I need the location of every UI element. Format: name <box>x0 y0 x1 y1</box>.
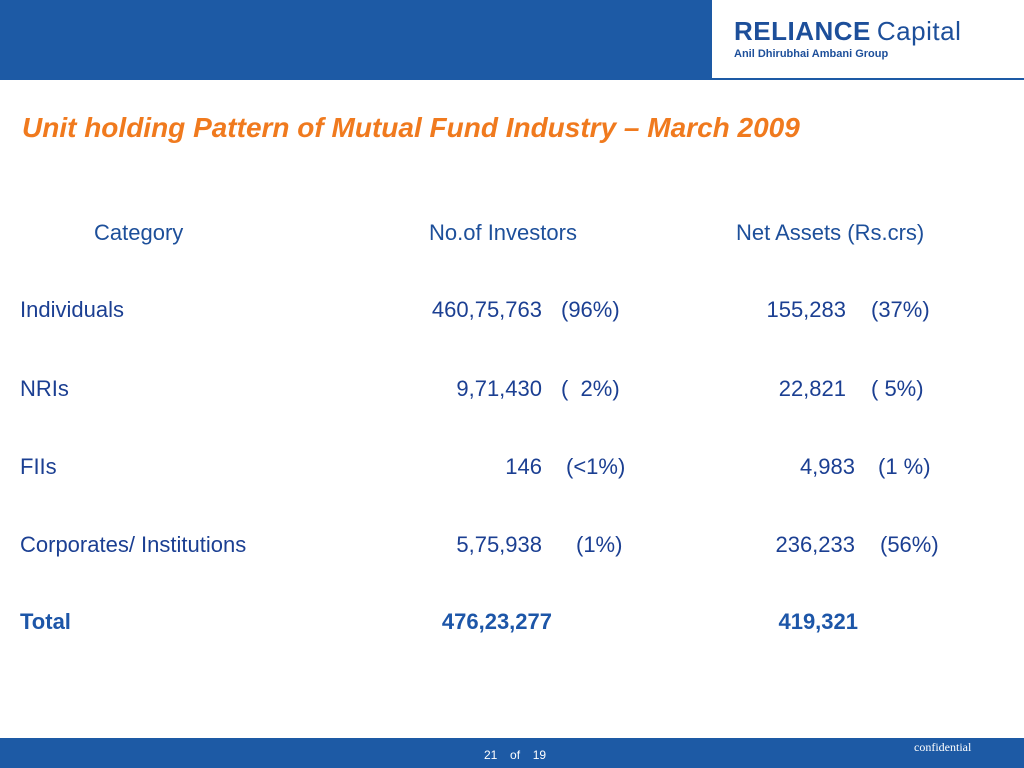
row-assets-pct: ( 5%) <box>871 376 924 401</box>
column-header-category: Category <box>94 220 184 245</box>
row-investors-pct: (96%) <box>561 297 620 322</box>
logo-group: Anil Dhirubhai Ambani Group <box>734 48 889 60</box>
page-number: 21 of 19 <box>484 748 547 762</box>
logo-brand: RELIANCE <box>734 16 871 46</box>
slide-title: Unit holding Pattern of Mutual Fund Industry – March 2009 <box>22 112 800 143</box>
logo-wordmark <box>734 16 961 47</box>
row-assets: 4,983 <box>799 454 855 479</box>
reliance-capital-logo <box>712 0 1024 78</box>
row-assets: 22,821 <box>778 376 846 401</box>
logo-product: Capital <box>876 16 962 46</box>
row-investors-pct: ( 2%) <box>561 376 620 401</box>
total-assets: 419,321 <box>778 609 858 634</box>
row-assets: 236,233 <box>775 532 855 557</box>
row-assets-pct: (1 %) <box>878 454 931 479</box>
row-assets-pct: (56%) <box>880 532 939 557</box>
row-investors: 460,75,763 <box>431 297 542 322</box>
column-header-assets: Net Assets (Rs.crs) <box>736 220 925 245</box>
row-category: FIIs <box>20 454 57 479</box>
row-assets-pct: (37%) <box>871 297 930 322</box>
total-investors: 476,23,277 <box>441 609 552 634</box>
row-investors: 5,75,938 <box>456 532 542 557</box>
row-investors-pct: (<1%) <box>566 454 626 479</box>
row-investors: 9,71,430 <box>456 376 542 401</box>
row-category: Individuals <box>20 297 124 322</box>
total-label: Total <box>20 609 71 634</box>
row-category: NRIs <box>20 376 69 401</box>
row-investors-pct: (1%) <box>576 532 623 557</box>
row-investors: 146 <box>505 454 542 479</box>
row-category: Corporates/ Institutions <box>20 532 247 557</box>
confidential-label: confidential <box>914 740 972 754</box>
row-assets: 155,283 <box>766 297 846 322</box>
column-header-investors: No.of Investors <box>429 220 577 245</box>
